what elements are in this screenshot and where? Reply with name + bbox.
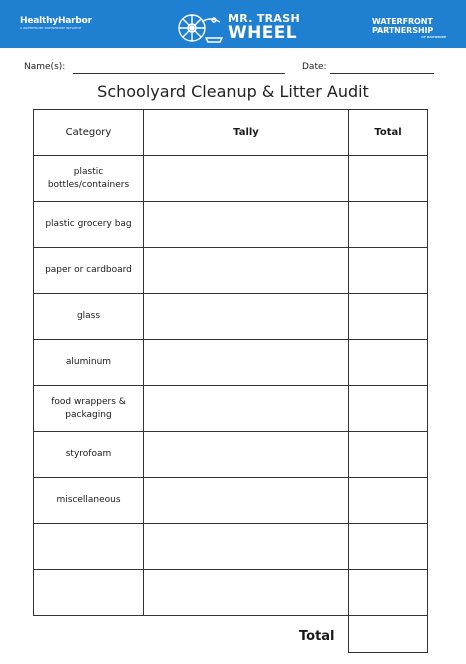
total-cell[interactable] bbox=[349, 248, 428, 294]
table-row bbox=[34, 432, 428, 478]
table-row bbox=[34, 340, 428, 386]
healthy-harbor-logo-text: HealthyHarbor bbox=[20, 16, 92, 26]
waterfront-logo-line1: WATERFRONT bbox=[372, 17, 433, 26]
category-cell: plastic grocery bag bbox=[34, 202, 144, 248]
table-row bbox=[34, 524, 428, 570]
category-cell: food wrappers & packaging bbox=[34, 386, 144, 432]
category-cell: plastic bottles/containers bbox=[34, 156, 144, 202]
table-row bbox=[34, 570, 428, 616]
mr-trash-wheel-logo bbox=[176, 12, 300, 44]
total-cell[interactable] bbox=[349, 156, 428, 202]
category-cell: glass bbox=[34, 294, 144, 340]
waterfront-partnership-logo bbox=[372, 17, 452, 39]
tally-cell[interactable] bbox=[144, 478, 349, 524]
category-cell: paper or cardboard bbox=[34, 248, 144, 294]
waterfront-logo-line2: PARTNERSHIP bbox=[372, 26, 434, 35]
table-header-row bbox=[34, 110, 428, 156]
table-row bbox=[34, 478, 428, 524]
grand-total-field[interactable] bbox=[348, 615, 428, 653]
table-row bbox=[34, 156, 428, 202]
tally-cell[interactable] bbox=[144, 202, 349, 248]
total-cell[interactable] bbox=[349, 478, 428, 524]
total-header: Total bbox=[349, 110, 428, 156]
table-row bbox=[34, 248, 428, 294]
table-row bbox=[34, 386, 428, 432]
tally-header: Tally bbox=[144, 110, 349, 156]
tally-cell[interactable] bbox=[144, 156, 349, 202]
tally-cell[interactable] bbox=[144, 524, 349, 570]
header-banner bbox=[0, 0, 466, 48]
category-cell: aluminum bbox=[34, 340, 144, 386]
page-title: Schoolyard Cleanup & Litter Audit bbox=[97, 82, 369, 101]
date-label: Date: bbox=[302, 62, 327, 72]
category-cell[interactable] bbox=[34, 570, 144, 616]
name-label: Name(s): bbox=[24, 62, 66, 72]
tally-cell[interactable] bbox=[144, 386, 349, 432]
mr-trash-wheel-line1: MR. TRASH bbox=[228, 12, 300, 25]
healthy-harbor-logo bbox=[20, 17, 102, 30]
tally-cell[interactable] bbox=[144, 248, 349, 294]
total-cell[interactable] bbox=[349, 294, 428, 340]
category-cell[interactable] bbox=[34, 524, 144, 570]
total-cell[interactable] bbox=[349, 432, 428, 478]
date-field[interactable] bbox=[330, 73, 434, 74]
grand-total-label: Total bbox=[299, 629, 335, 644]
tally-cell[interactable] bbox=[144, 432, 349, 478]
trash-wheel-icon bbox=[176, 12, 226, 44]
total-cell[interactable] bbox=[349, 386, 428, 432]
category-header: Category bbox=[34, 110, 144, 156]
mr-trash-wheel-line2: WHEEL bbox=[228, 23, 298, 43]
tally-cell[interactable] bbox=[144, 570, 349, 616]
total-cell[interactable] bbox=[349, 340, 428, 386]
category-cell: miscellaneous bbox=[34, 478, 144, 524]
healthy-harbor-tagline: A WATERFRONT PARTNERSHIP INITIATIVE bbox=[20, 26, 82, 30]
tally-cell[interactable] bbox=[144, 294, 349, 340]
litter-audit-table bbox=[33, 109, 428, 616]
total-cell[interactable] bbox=[349, 570, 428, 616]
table-row bbox=[34, 294, 428, 340]
category-cell: styrofoam bbox=[34, 432, 144, 478]
tally-cell[interactable] bbox=[144, 340, 349, 386]
table-row bbox=[34, 202, 428, 248]
waterfront-logo-line3: OF BALTIMORE bbox=[421, 35, 446, 39]
name-field[interactable] bbox=[73, 73, 285, 74]
total-cell[interactable] bbox=[349, 202, 428, 248]
total-cell[interactable] bbox=[349, 524, 428, 570]
